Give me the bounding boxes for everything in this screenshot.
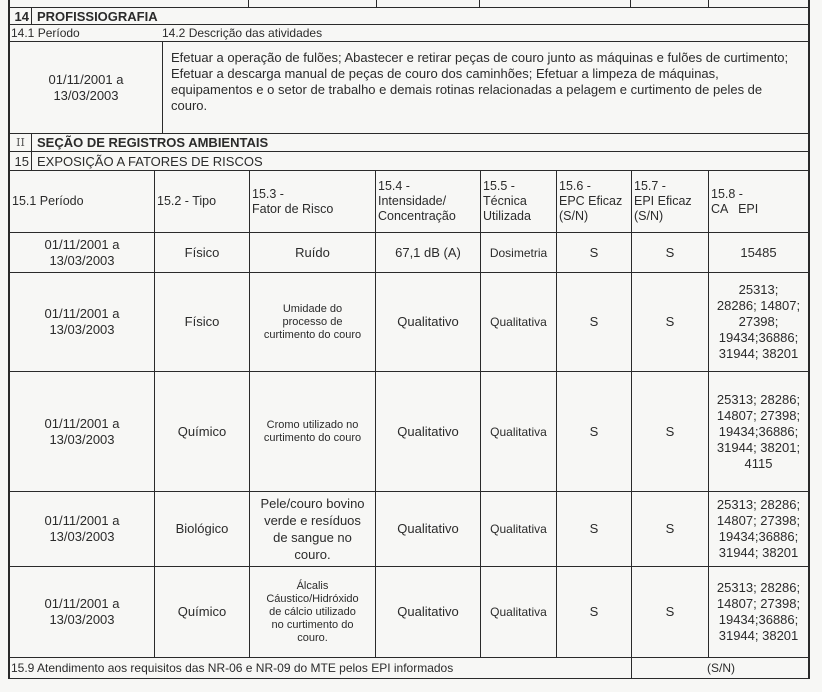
cell-tecnica (480, 372, 556, 491)
cell-line: S (665, 521, 675, 536)
cell-epi (631, 492, 708, 566)
cell-line: verde e resíduos (264, 513, 361, 528)
section-roman-numeral: II (10, 134, 32, 151)
cell-ca-epi (708, 372, 808, 491)
header-text: EPC Eficaz (559, 194, 623, 208)
cell-intensidade (375, 273, 480, 371)
cell-ca-epi (708, 273, 808, 371)
cell-line: 19434;36886; (718, 612, 799, 627)
nr-compliance-value: (S/N) (631, 658, 808, 678)
cell-line: 13/03/2003 (49, 612, 115, 627)
cell-line: 25313; 28286; (716, 580, 801, 595)
cell-ca-epi (708, 492, 808, 566)
header-intensidade (375, 171, 480, 232)
cell-line: S (665, 604, 675, 619)
risk-table-header (8, 171, 810, 233)
header-ca-epi (708, 171, 808, 232)
cell-periodo (10, 567, 154, 657)
cell-line: 67,1 dB (A) (395, 244, 461, 260)
risk-table-row (8, 492, 810, 567)
period-start: 01/11/2001 a (48, 71, 124, 87)
cell-line: 25313; (738, 282, 779, 297)
cell-line: 01/11/2001 a (44, 596, 120, 611)
cell-tipo (154, 273, 249, 371)
cell-epi (631, 372, 708, 491)
cell-tecnica (480, 567, 556, 657)
cell-line: 19434;36886; (718, 529, 799, 544)
period-value (10, 42, 162, 133)
cell-tecnica (480, 492, 556, 566)
cell-line: no curtimento do (271, 618, 354, 631)
header-text: 15.8 - (711, 186, 743, 201)
header-text: (S/N) (634, 209, 664, 223)
header-text: Concentração (378, 209, 456, 223)
cell-line: S (665, 314, 675, 329)
cell-line: S (589, 314, 599, 329)
section-ii-header (8, 134, 810, 152)
cell-line: 01/11/2001 a (44, 415, 120, 431)
column-divider (248, 0, 249, 7)
cell-fator (249, 273, 375, 371)
period-end: 13/03/2003 (53, 87, 119, 103)
header-text: 15.7 - (634, 179, 666, 193)
cell-line: S (589, 423, 599, 439)
section-title: SEÇÃO DE REGISTROS AMBIENTAIS (37, 135, 269, 150)
cell-line: 01/11/2001 a (44, 236, 120, 252)
description-label: 14.2 Descrição das atividades (162, 26, 323, 40)
cell-intensidade (375, 567, 480, 657)
cell-fator (249, 492, 375, 566)
cell-fator (249, 233, 375, 272)
cell-line: curtimento do couro (263, 328, 362, 341)
cell-line: de cálcio utilizado (269, 605, 356, 618)
cell-ca-epi (708, 567, 808, 657)
cell-line: S (589, 604, 599, 619)
cell-line: 19434;36886; (718, 330, 799, 345)
header-text: 15.6 - (559, 179, 591, 193)
cell-tipo (154, 492, 249, 566)
header-tecnica (480, 171, 556, 232)
section-title: EXPOSIÇÃO A FATORES DE RISCOS (37, 153, 263, 169)
cell-line: Ruído (295, 245, 330, 260)
cell-intensidade (375, 372, 480, 491)
section-14-subheader (8, 25, 810, 42)
cell-tecnica (480, 273, 556, 371)
section-14-content (8, 42, 810, 134)
cell-tecnica (480, 233, 556, 272)
cell-line: Físico (184, 314, 220, 329)
cell-line: S (589, 244, 599, 260)
period-label: 14.1 Período (11, 26, 80, 40)
cell-fator (249, 567, 375, 657)
cell-line: Físico (184, 244, 220, 260)
cell-line: 13/03/2003 (49, 431, 115, 447)
cell-line: S (665, 423, 675, 439)
cell-line: Álcalis (296, 579, 329, 592)
cell-line: Qualitativa (490, 424, 547, 439)
cell-line: de sangue no (273, 530, 352, 545)
cell-line: 4115 (744, 455, 773, 471)
header-text: 15.3 - (252, 186, 284, 201)
activity-description: Efetuar a operação de fulões; Abastecer e retirar peças de couro junto as máquinas e fulões de curtimento; Efetuar a descarga manual de peças de couro dos caminhões; Efetuar a limpeza de máquinas, equipamentos e o setor de trabalho e demais rotinas relacionadas a pelagem e curtimento de peles de couro. (162, 42, 808, 133)
header-periodo (10, 171, 154, 232)
cell-line: Qualitativa (490, 315, 547, 329)
cell-epi (631, 567, 708, 657)
header-fator (249, 171, 375, 232)
section-number: 15 (10, 152, 32, 170)
cell-line: 31944; 38201 (718, 346, 799, 361)
cell-line: Umidade do (282, 302, 343, 315)
cell-line: Pele/couro bovino (260, 496, 365, 511)
cell-epc (556, 273, 631, 371)
cell-line: Biológico (175, 521, 229, 536)
cell-line: 28286; 14807; (716, 298, 801, 313)
cell-line: 25313; 28286; (716, 391, 801, 407)
cell-line: Cromo utilizado no (266, 418, 359, 431)
cell-line: 31944; 38201 (718, 545, 799, 560)
column-divider (630, 0, 631, 7)
cell-line: S (589, 521, 599, 536)
header-epi (631, 171, 708, 232)
cell-line: S (665, 244, 675, 260)
cell-periodo (10, 233, 154, 272)
risk-table-row (8, 567, 810, 658)
cell-ca-epi (708, 233, 808, 272)
cell-line: 25313; 28286; (716, 497, 801, 512)
section-15-header (8, 152, 810, 171)
cell-line: Qualitativo (397, 314, 459, 329)
cell-line: 27398; (738, 314, 779, 329)
cell-fator (249, 372, 375, 491)
header-text: Fator de Risco (252, 201, 334, 216)
header-text: 15.4 - (378, 179, 410, 193)
cell-line: 13/03/2003 (49, 252, 115, 268)
cell-periodo (10, 492, 154, 566)
cell-line: couro. (294, 547, 331, 562)
cell-line: 01/11/2001 a (44, 306, 120, 321)
cell-line: 14807; 27398; (716, 407, 801, 423)
cell-tipo (154, 372, 249, 491)
cell-line: 13/03/2003 (49, 322, 115, 337)
cell-periodo (10, 273, 154, 371)
cell-line: Qualitativo (397, 423, 459, 439)
cell-epi (631, 233, 708, 272)
risk-table-row (8, 233, 810, 273)
header-text: Técnica (483, 194, 527, 208)
section-14-header (8, 8, 810, 25)
cell-line: 01/11/2001 a (44, 513, 120, 528)
section-15-footer (8, 658, 810, 679)
header-text: CA EPI (711, 201, 759, 216)
cell-line: curtimento do couro (263, 431, 362, 444)
cell-epc (556, 492, 631, 566)
header-text: 15.2 - Tipo (157, 194, 217, 208)
header-text: Intensidade/ (378, 194, 447, 208)
cell-epc (556, 372, 631, 491)
cell-line: 13/03/2003 (49, 529, 115, 544)
header-text: 15.1 Período (12, 194, 84, 208)
column-divider (708, 0, 709, 7)
cell-line: 31944; 38201 (718, 628, 799, 643)
column-divider (479, 0, 480, 7)
risk-table-row (8, 273, 810, 372)
cell-line: Qualitativa (490, 522, 547, 536)
section-title: PROFISSIOGRAFIA (37, 8, 158, 24)
cell-line: Qualitativa (490, 605, 547, 619)
header-text: Utilizada (483, 209, 531, 223)
cell-line: Qualitativo (397, 521, 459, 536)
header-tipo (154, 171, 249, 232)
cell-line: couro. (297, 631, 328, 644)
cell-line: 15485 (740, 244, 777, 260)
risk-table-row (8, 372, 810, 492)
cell-line: 14807; 27398; (716, 596, 801, 611)
header-text: (S/N) (559, 209, 589, 223)
header-text: EPI Eficaz (634, 194, 692, 208)
cell-intensidade (375, 492, 480, 566)
cell-epi (631, 273, 708, 371)
previous-section-row-fragment (8, 0, 810, 8)
cell-line: 19434;36886; (718, 423, 799, 439)
cell-line: Qualitativo (397, 604, 459, 619)
section-number: 14 (10, 8, 32, 24)
cell-line: 31944; 38201; (716, 439, 801, 455)
cell-line: Químico (177, 423, 227, 439)
cell-line: Dosimetria (489, 245, 548, 260)
cell-epc (556, 567, 631, 657)
cell-periodo (10, 372, 154, 491)
nr-compliance-label: 15.9 Atendimento aos requisitos das NR-06 e NR-09 do MTE pelos EPI informados (11, 661, 454, 675)
header-text: 15.5 - (483, 179, 515, 193)
cell-line: Químico (177, 604, 227, 619)
header-epc (556, 171, 631, 232)
column-divider (376, 0, 377, 7)
cell-epc (556, 233, 631, 272)
cell-intensidade (375, 233, 480, 272)
cell-tipo (154, 567, 249, 657)
cell-line: 14807; 27398; (716, 513, 801, 528)
cell-tipo (154, 233, 249, 272)
cell-line: processo de (282, 315, 343, 328)
cell-line: Cáustico/Hidróxido (266, 592, 359, 605)
